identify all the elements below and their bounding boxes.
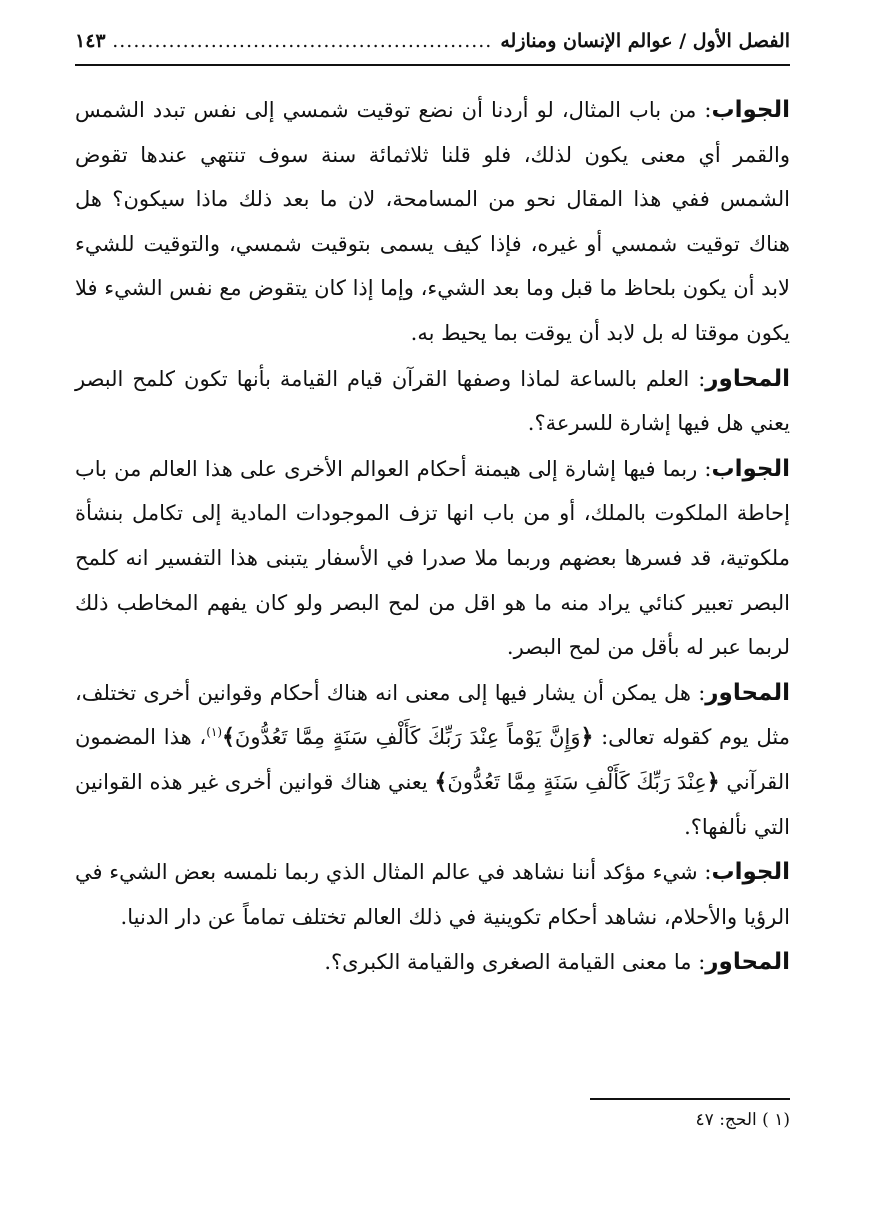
footnote-reference[interactable]: (١) [206, 725, 223, 740]
paragraph-text: : شيء مؤكد أننا نشاهد في عالم المثال الذي ربما نلمسه بعض الشيء في الرؤيا والأحلام، نشاهد أحكام تكوينية في ذلك العالم تختلف تماماً عن دار الدنيا. [75, 860, 790, 929]
paragraph-question-2 [75, 671, 790, 849]
quran-verse: وَإِنَّ يَوْماً عِنْدَ رَبِّكَ كَأَلْفِ سَنَةٍ مِمَّا تَعُدُّونَ [234, 725, 581, 750]
speaker-label: المحاور [705, 949, 790, 976]
paragraph-answer-2 [75, 447, 790, 670]
quran-bracket-open: ﴿ [580, 724, 594, 751]
speaker-label: المحاور [705, 365, 790, 392]
paragraph-text: : ما معنى القيامة الصغرى والقيامة الكبرى؟. [324, 950, 706, 975]
running-header [75, 30, 790, 66]
paragraph-text: : العلم بالساعة لماذا وصفها القرآن قيام القيامة بأنها تكون كلمح البصر يعني هل فيها إشارة للسرعة؟. [75, 366, 790, 436]
footnote: (١ ) الحج: ٤٧ [695, 1110, 790, 1130]
page-number: ١٤٣ [75, 30, 106, 52]
speaker-label: الجواب [711, 859, 790, 886]
speaker-label: الجواب [711, 97, 790, 123]
paragraph-text: ، هذا المضمون القرآني [75, 725, 790, 794]
dot-leader [114, 30, 493, 52]
paragraph-text: : من باب المثال، لو أردنا أن نضع توقيت شمسي إلى نفس تبدد الشمس والقمر أي معنى يكون لذلك، فلو قلنا ثلاثمائة سنة سوف تنتهي عندها تقوض الشمس ففي هذا المقال نحو من المسامحة، لان ما بعد ذلك ماذا سيكون؟ هل هناك توقيت شمسي أو غيره، فإذا كيف يسمى بتوقيت شمسي، والتوقيت للشيء لابد أن يكون بلحاظ ما قبل وما بعد الشيء، وإما إذا كان يتقوض مع نفس الشيء فلا يكون موقتا له بل لابد أن يوقت بما يحيط به. [75, 98, 790, 345]
speaker-label: المحاور [705, 679, 790, 706]
paragraph-answer-1 [75, 88, 790, 356]
footnote-divider [590, 1098, 790, 1100]
paragraph-question-1 [75, 357, 790, 446]
dialogue-body [75, 88, 790, 985]
quran-bracket-open: ﴿ [706, 768, 720, 795]
paragraph-text: : ربما فيها إشارة إلى هيمنة أحكام العوالم الأخرى على هذا العالم من باب إحاطة الملكوت بالملك، أو من باب انها تزف الموجودات المادية إلى تكامل بنشأة ملكوتية، قد فسرها بعضهم وربما ملا صدرا في الأسفار يتبنى هذا التفسير انه كلمح البصر تعبير كنائي يراد منه ما هو اقل من لمح البصر ولو كان يفهم المخاطب ذلك لربما عبر له بأقل من لمح البصر. [75, 456, 790, 660]
paragraph-answer-3 [75, 850, 790, 939]
paragraph-text: يعني هناك قوانين أخرى غير هذه القوانين التي نألفها؟. [75, 769, 790, 839]
paragraph-question-3 [75, 940, 790, 985]
quran-bracket-close: ﴾ [222, 724, 235, 751]
quran-bracket-close: ﴾ [434, 768, 448, 795]
quran-verse: عِنْدَ رَبِّكَ كَأَلْفِ سَنَةٍ مِمَّا تَعُدُّونَ [447, 769, 707, 794]
speaker-label: الجواب [711, 455, 790, 482]
book-page [75, 30, 790, 1190]
chapter-title: الفصل الأول / عوالم الإنسان ومنازله [500, 30, 790, 52]
paragraph-text: : هل يمكن أن يشار فيها إلى معنى انه هناك أحكام وقوانين أخرى تختلف، مثل يوم كقوله تعالى: [75, 680, 790, 750]
